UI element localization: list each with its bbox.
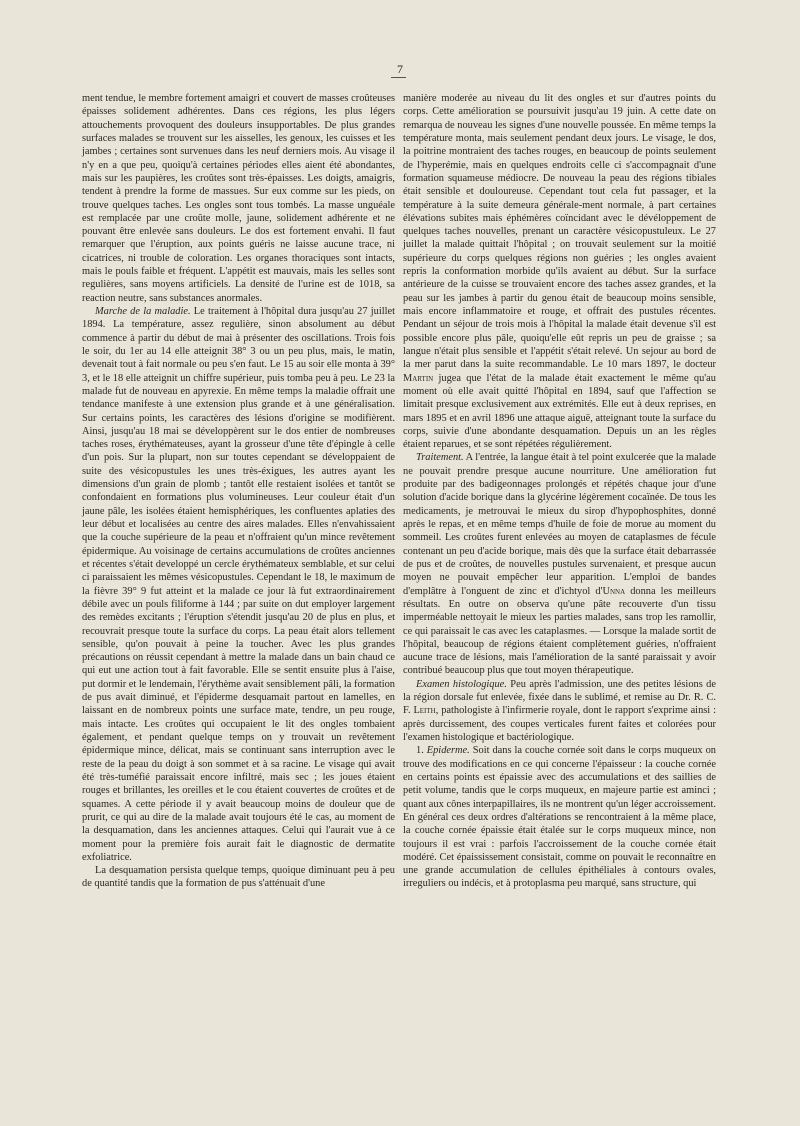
person-name: Leith — [413, 705, 436, 717]
paragraph-text: manière moderée au niveau du lit des ongles et sur d'autres points du corps. Cette amélioration se poursuivit jusqu'au 19 juin. A cette date on remarqua de nouveau les signes d'une nouvelle poussée. En même temps la température monta, mais seulement pendant deux jours. Le visage, le dos, la poitrine montraient des taches rouges, en beaucoup de points seulement de l'hyperémie, mais en quelques endroits celle ci s'accompagnait d'une formation squameuse médiocre. De nouveau la peau des régions tibiales était sensible et douloureuse. Cependant tout cela fut passager, et la température à la suite demeura générale-ment normale, à part certaines élévations subites mais éphémères coïncidant avec le dévéloppement de quelques taches nouvelles, prenant un caractère vésicopustuleux. Le 27 juillet la malade quittait l'hôpital ; on trouvait seulement sur la moitié supérieure du corps quelques régions non guéries ; les ongles avaient repris la conformation morbide qu'ils avaient au début. Sur la surface antérieure de la cuisse se trouvaient encore des taches assez grandes, et la peau sur les jambes à partir du genou était de beaucoup moins sensible, mais encore inflammatoire et rouge, et offrait des pustules récentes. Pendant un séjour de trois mois à l'hôpital la malade était devenue s'il est possible encore plus pâle, quoiqu'elle eût repris un peu de graisse ; sa langue n'était plus sensible et l'appétit s'était relevé. Un sejour au bord de la mer parut dans la suite recommandable. Le 10 mars 1897, le docteur — [403, 93, 716, 371]
paragraph — [403, 678, 716, 745]
person-name: Unna — [602, 585, 626, 597]
list-number: 1. — [416, 745, 427, 757]
paragraph: La desquamation persista quelque temps, quoique diminuant peu à peu de quantité tandis que la formation de pus s'atténuait d'une — [82, 865, 395, 890]
paragraph-text: A l'entrée, la langue était à tel point exulcerée que la malade ne pouvait prendre presque aucune nourriture. Une amélioration fut produite par des badigeonnages prolongés et répétés chaque jour d'une solution d'acide borique dans la glycérine légèrement cocaïnée. De tous les medicaments, je metrouvai le mieux du sirop d'hypophosphites, donné après le repas, et en même temps d'huile de foie de morue au moment du sommeil. Les croûtes furent enlevées au moyen de cataplasmes de fécule contenant un peu d'acide borique, mais dès que la surface était debarrassée de pus et de croûtes, de nouvelles pustules survenaient, et presque aucun moyen ne pouvait empêcher leur apparition. L'emploi de bandes d'emplâtre à l'onguent de zinc et d'ichtyol d' — [403, 452, 716, 597]
right-column — [403, 92, 716, 891]
paragraph-text: Peu après l'admission, une des petites lésions de la région dorsale fut enlevée, fixée dans le sublimé, et remise au Dr. R. C. F. — [403, 678, 716, 717]
section-heading: Marche de la maladie. — [95, 306, 191, 317]
section-heading: Epiderme. — [426, 745, 470, 757]
person-name: Martin — [403, 372, 434, 384]
section-heading: Examen histologique. — [416, 678, 507, 690]
paragraph — [403, 92, 716, 451]
page-number: 7 — [397, 62, 403, 76]
paragraph — [403, 744, 716, 890]
left-column — [82, 92, 395, 891]
paragraph-text: jugea que l'état de la malade était exactement le même qu'au moment où elle avait quitté l'hôpital en 1894, sauf que l'affection se limitait presque exclusivement aux extrémités. Elle eut à deux reprises, en mars 1895 et en avril 1896 une attaque aiguë, atteignant toute la surface du corps, suivie d'une abondante desquamation. Depuis un an les règles étaient reparues, et se sont répétées régulièrement. — [403, 372, 716, 451]
page-number-rule — [391, 77, 406, 78]
paragraph — [82, 305, 395, 864]
paragraph-text: Le traitement à l'hôpital dura jusqu'au 27 juillet 1894. La température, assez regulière, sinon absolument au début commence à partir du début de mai à présenter des oscillations. Trois fois le soir, du 1er au 14 elle atteignit 38° 3 ou un peu plus, mais, le matin, devenait tout à fait normale ou peu s'en faut. Le 15 au soir elle monta à 39° 3, et le 18 elle atteignit un chiffre supérieur, puis tomba peu à peu. Le 23 la malade fut de nouveau en apyrexie. En même temps la maladie offrait une tendance manifeste à une extension plus grande et à une généralisation. Sur certains points, les caractères des lésions d'origine se modifièrent. Ainsi, jusqu'au 18 mai se développèrent sur le dos entier de nombreuses taches roses, érythémateuses, ayant la grosseur d'une tête d'épingle à celle d'un pois. Sur la plupart, non sur toutes cependant se développaient de suite des vésicopustules les unes très-éxigues, les autres ayant les dimensions d'un grain de plomb ; tantôt elle restaient isolées et tantôt se confondaient en formations plus volumineuses. Leur couleur était d'un jaune pâle, les isolées étaient hemisphériques, les confluentes aplaties des leur début et localisées au centre des aires malades. Elles n'envahissaient que la couche supérieure de la peau et n'offraient qu'un mince revêtement épidermique. Au voisinage de certains accumulations de croûtes anciennes et récentes s'était developpé un cercle érythémateux semblable, et sur celui ci paraissaient les mêmes vésicopustules. Cependant le 18, le maximum de la fièvre 39° 9 fut atteint et la malade ce jour là fut extraordinairement débile avec un pouls filiforme à 144 ; par suite on dut employer largement des remèdes excitants ; l'éruption s'étendit jusqu'au 20 de plus en plus, et recouvrait presque toute la surface du corps. La peau était alors tellement sensible, qu'on pouvait à peine la toucher. Avec les plus grandes précautions on réussit cependant à mettre la malade dans un bain chaud ce qui eut une action tout à fait favorable. Elle se sentit ensuite plus à l'aise, put dormir et le lendemain, l'érythème avait sensiblement pâli, la formation de pus avait diminué, et l'épiderme desquamait partout en lamelles, en laissant en de nombreux points une surface mate, tendre, un peu rouge, mais intacte. Les croûtes qui occupaient le lit des ongles tombaient également, et pendant quelque temps on y trouvait un revêtement épidermique mince, délicat, mais se continuant sans interruption avec le reste de la peau du doigt à son sommet et à sa racine. Le visage qui avait été très-tuméfié paraissait encore infiltré, mais sec ; les joues étaient rouges et brillantes, les oreilles et le cou étaient couvertes de croûtes et de squames. A cette période il y avait beaucoup moins de douleur que de prurit, ce qui au dire de la malade avait toujours été le cas, au moment de la desquamation, dans les anciennes attaques. Celui qui l'aurait vue à ce moment pour la première fois aurait fait le diagnostic de dermatite exfoliatrice. — [82, 306, 395, 863]
paragraph-text: donna les meilleurs résultats. En outre on observa qu'une pâte recouverte d'un tissu imperméable nettoyait le mieux les parties malades, sans trop les ramollir, ce qui paraissait le cas avec les cataplasmes. — Lorsque la malade sortit de l'hôpital, beaucoup de régions étaient complètement guéries, n'offraient aucune trace de lésions, mais l'amélioration de la santé paraissait y avoir contribué beaucoup plus que tout moyen thérapeutique. — [403, 585, 716, 677]
section-heading: Traitement. — [416, 452, 464, 464]
paragraph-text: Soit dans la couche cornée soit dans le corps muqueux on trouve des modifications en ce qui concerne l'épaisseur : la couche cornée en certains points est épaissie avec des accumulations et des saillies de petit volume, tandis que le corps muqueux, en majeure partie est aminci ; quant aux cônes interpapillaires, ils ne montrent qu'un léger accroissement. En général ces deux ordres d'altérations se rencontraient à la même place, la couche cornée épaissie était étalée sur le corps muqueux mince, non toujours il est vrai : parfois l'accroissement de la couche cornée était modéré. Cet épaississement consistait, comme on pouvait le reconnaître en une grande accumulation de cellules épithéliales à contours ovales, irreguliers ou indécis, et à protoplasma peu marqué, sans structure, qui — [403, 745, 716, 890]
paragraph-text: , pathologiste à l'infirmerie royale, dont le rapport s'exprime ainsi : après durcissement, des coupes verticales furent faites et colorées pour l'examen histologique et bactériologique. — [403, 705, 716, 743]
paragraph: ment tendue, le membre fortement amaigri et couvert de masses croûteuses épaisses solidement adhérentes. Dans ces régions, les plus légers attouchements provoquent des douleurs insupportables. De plus grandes surfaces malades se trouvent sur les aisselles, les genoux, les cuisses et les jambes ; certaines sont survenues dans les neuf derniers mois. Au visage il n'y en a que peu, quoiqu'à certaines périodes elles aient été abondantes, mais sur les paupières, les croûtes sont très-épaisses. Les doigts, amaigris, tendent à prendre la forme de massues. Sur eux comme sur les pieds, on trouve quelques taches. Les ongles sont tous tombés. La masse unguéale est remplacée par une croûte molle, jaune, solidement adhérente et ne pouvant être enlevée sans douleurs. Le dos est fortement envahi. Il faut remarquer que l'éruption, aux points guéris ne laisse aucune trace, ni cicatrices, ni trouble de coloration. Les organes thoraciques sont intacts, mais le pouls faible et fréquent. L'appétit est mauvais, mais les selles sont regulières, sans moyens artificiels. La densité de l'urine est de 1018, sa reaction neutre, sans substances anormales. — [82, 93, 395, 304]
paragraph — [403, 451, 716, 677]
